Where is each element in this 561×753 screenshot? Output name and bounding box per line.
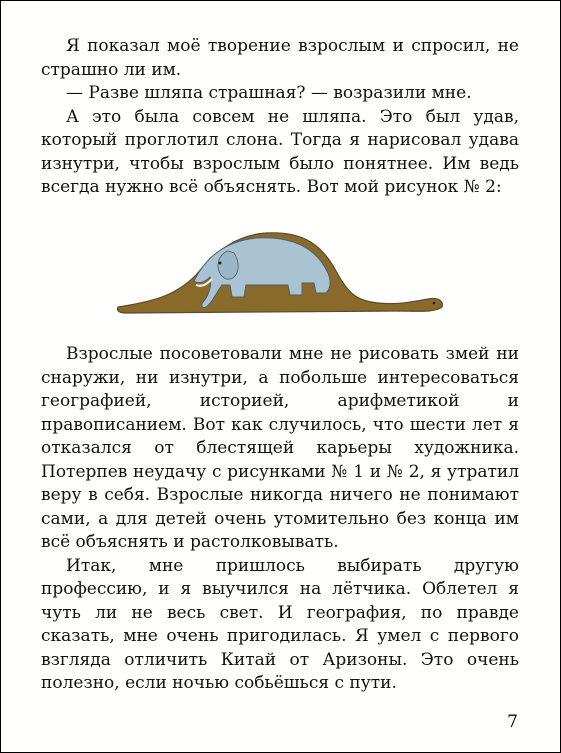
paragraph: Итак, мне пришлось выбирать другую профессию, и я выучился на лётчика. Облетел я чуть ли не весь свет. И география, по правде сказать, мне очень пригодилась. Я умел с первого взгляда отличить Китай от Аризоны. Это очень полезно, если ночью собьёшься с пути. bbox=[41, 555, 519, 693]
paragraph: Я показал моё творение взрослым и спросил, не страшно ли им. bbox=[41, 36, 519, 80]
page-number: 7 bbox=[507, 712, 518, 732]
text-block-bottom bbox=[41, 343, 519, 696]
paragraph: — Разве шляпа страшная? — возразили мне. bbox=[66, 83, 472, 103]
paragraph: А это была совсем не шляпа. Это был удав, который проглотил слона. Тогда я нарисовал удава изнутри, чтобы взрослым было понятнее. Им ведь всегда нужно всё объяснять. Вот мой рисунок № 2: bbox=[41, 106, 519, 197]
text-block-top bbox=[41, 35, 519, 200]
paragraph: Взрослые посоветовали мне не рисовать змей ни снаружи, ни изнутри, а побольше интересоваться географией, историей, арифметикой и правописанием. Вот как случилось, что шести лет я отказался от блестящей карьеры художника. Потерпев неудачу с рисунками № 1 и № 2, я утратил веру в себя. Взрослые никогда ничего не понимают сами, а для детей очень утомительно без конца им всё объяснять и растолковывать. bbox=[41, 344, 519, 552]
boa-with-elephant-illustration bbox=[116, 221, 446, 317]
